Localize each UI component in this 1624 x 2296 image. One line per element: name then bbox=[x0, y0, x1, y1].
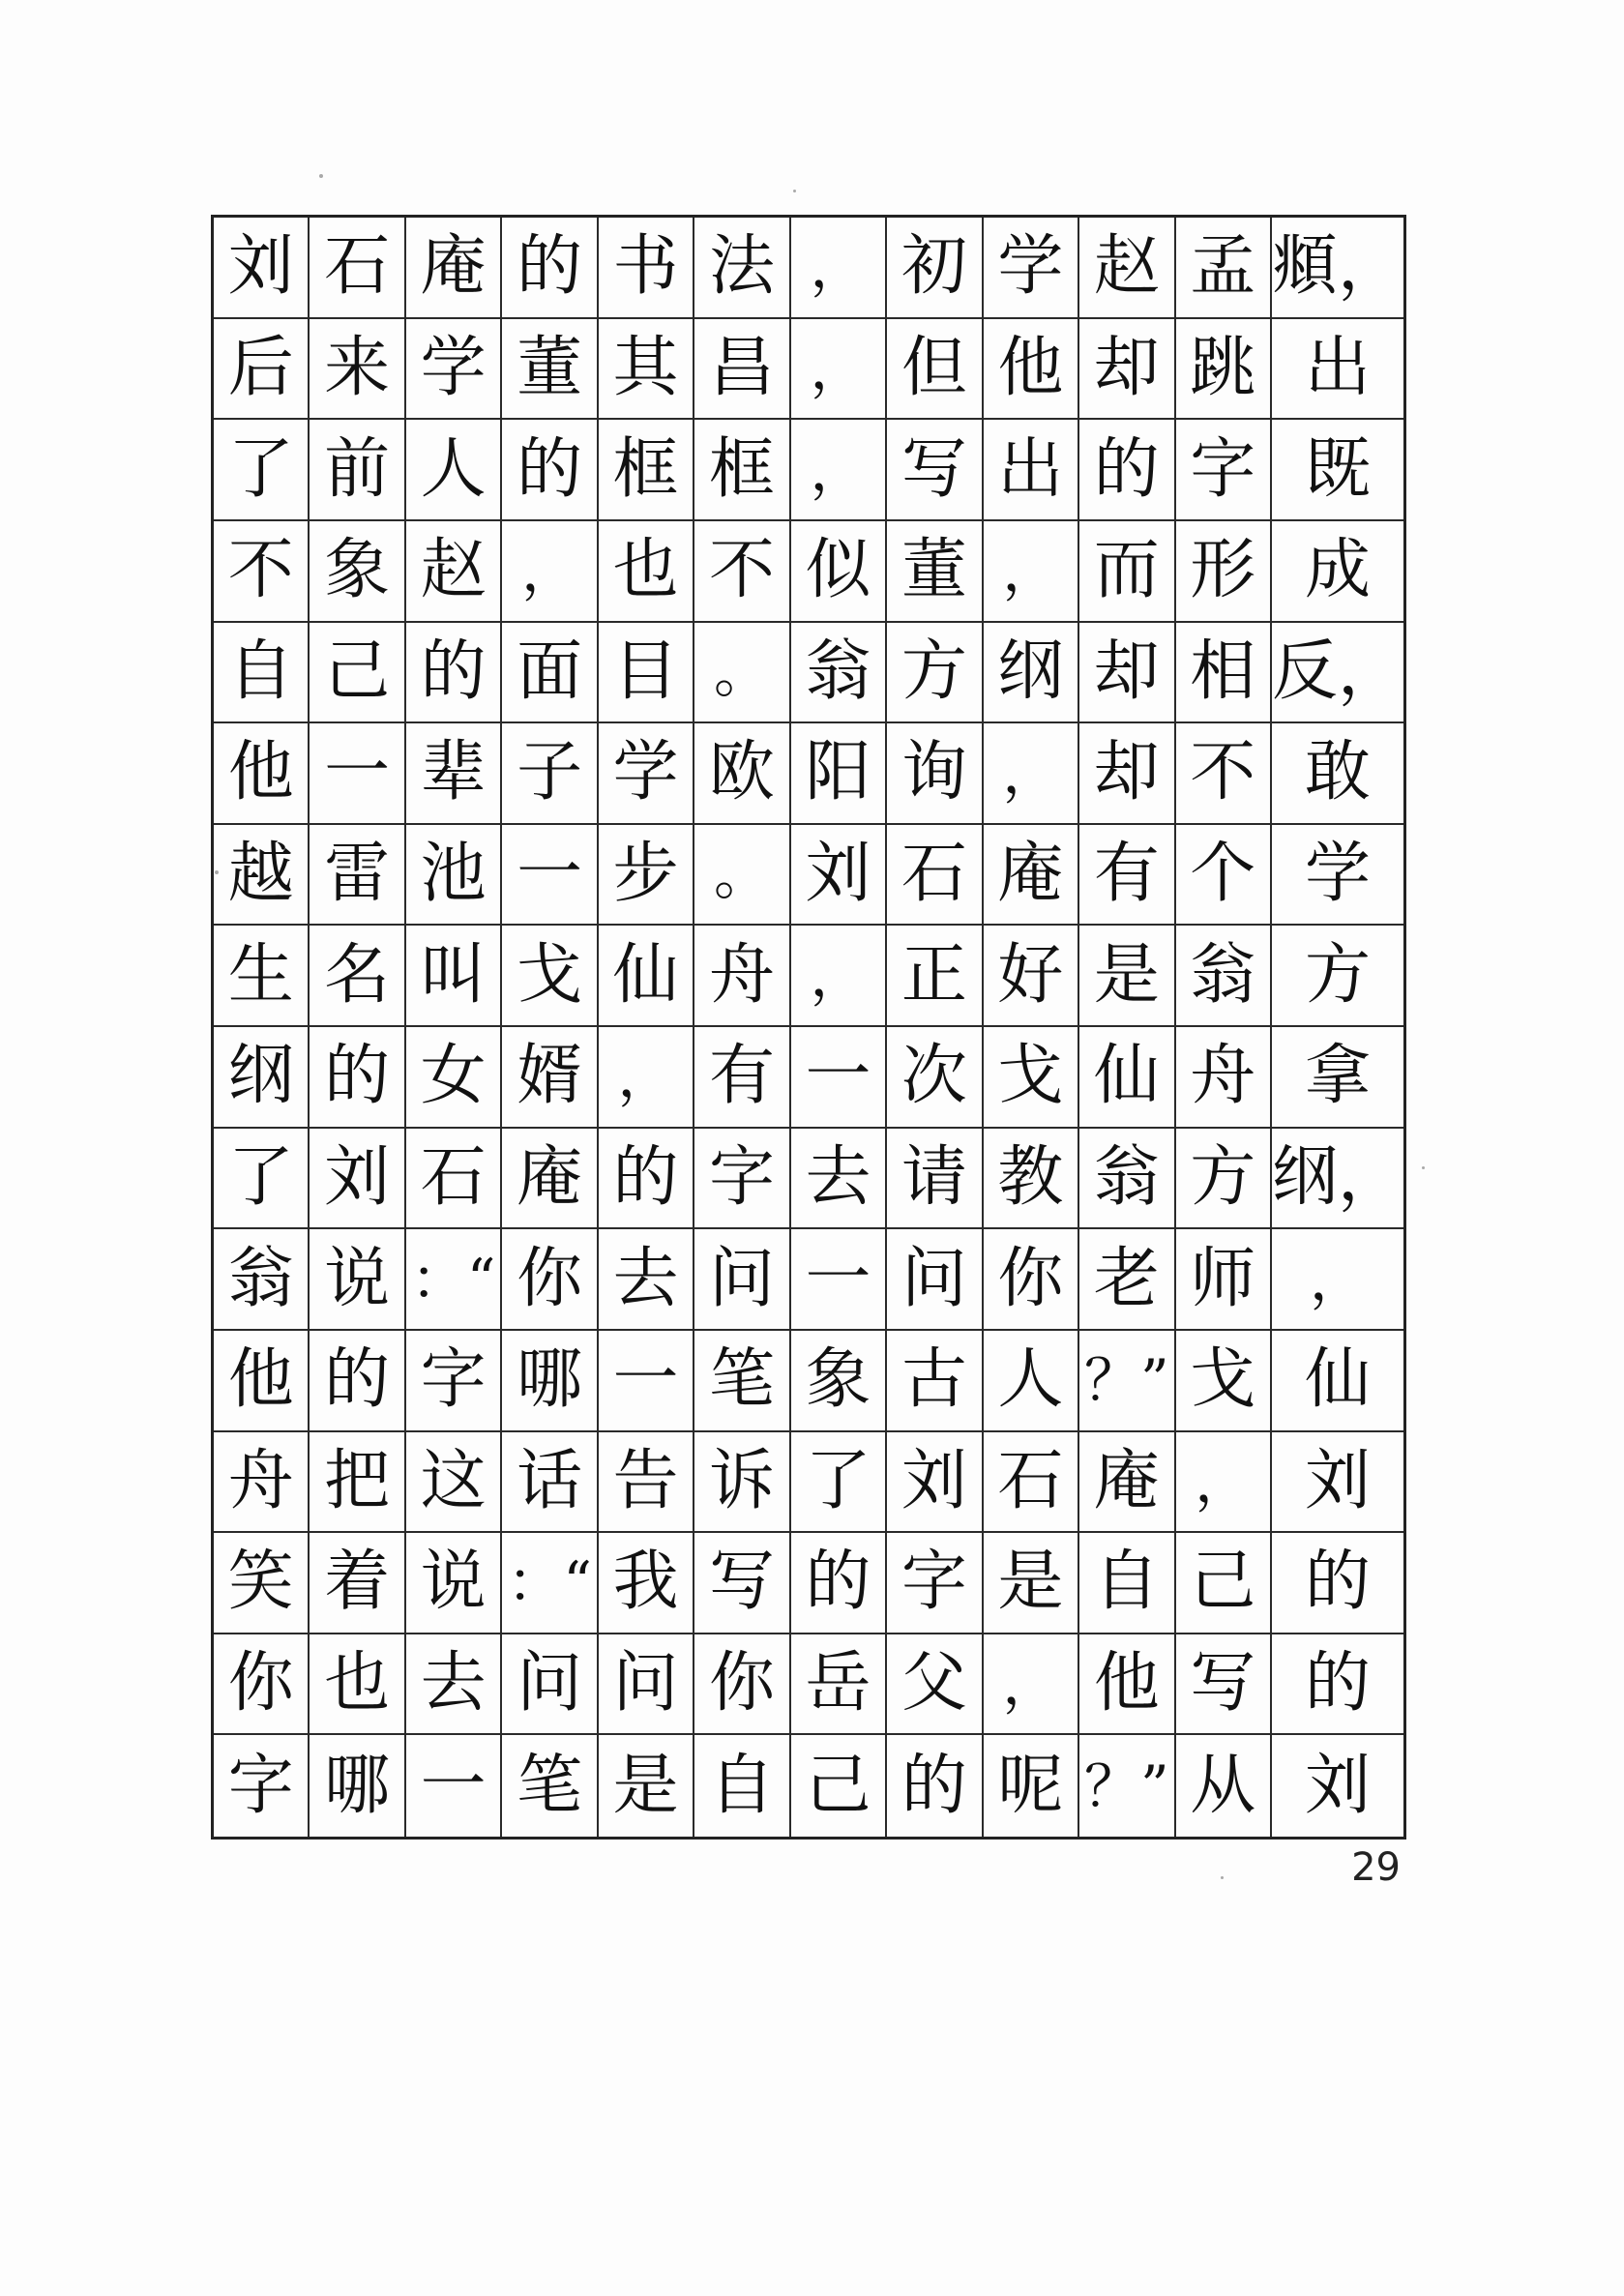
grid-cell: 正 bbox=[887, 926, 983, 1027]
grid-cell: 笔 bbox=[502, 1735, 598, 1837]
grid-cell: 纲， bbox=[1272, 1129, 1403, 1230]
grid-cell: ， bbox=[984, 723, 1079, 825]
grid-cell: 初 bbox=[887, 218, 983, 319]
grid-cell: 法 bbox=[694, 218, 790, 319]
grid-cell: 学 bbox=[599, 723, 694, 825]
grid-cell: 越 bbox=[214, 825, 310, 927]
grid-cell: 舟 bbox=[694, 926, 790, 1027]
grid-cell: 一 bbox=[310, 723, 405, 825]
grid-cell: ：“ bbox=[406, 1229, 502, 1331]
grid-cell: 的 bbox=[1272, 1533, 1403, 1634]
grid-cell: 好 bbox=[984, 926, 1079, 1027]
grid-cell: 写 bbox=[1176, 1634, 1272, 1736]
grid-cell: 这 bbox=[406, 1432, 502, 1534]
grid-cell: 石 bbox=[310, 218, 405, 319]
grid-cell: 自 bbox=[694, 1735, 790, 1837]
grid-cell: 请 bbox=[887, 1129, 983, 1230]
grid-cell: 一 bbox=[791, 1229, 887, 1331]
grid-cell: 翁 bbox=[791, 623, 887, 724]
grid-cell: 师 bbox=[1176, 1229, 1272, 1331]
grid-cell: 的 bbox=[887, 1735, 983, 1837]
grid-cell: 询 bbox=[887, 723, 983, 825]
grid-cell: 出 bbox=[984, 420, 1079, 521]
grid-cell: 己 bbox=[1176, 1533, 1272, 1634]
grid-cell: 书 bbox=[599, 218, 694, 319]
grid-cell: 问 bbox=[694, 1229, 790, 1331]
grid-cell: ， bbox=[791, 319, 887, 421]
grid-cell: 父 bbox=[887, 1634, 983, 1736]
grid-cell: 的 bbox=[791, 1533, 887, 1634]
grid-cell: 不 bbox=[1176, 723, 1272, 825]
grid-cell: 后 bbox=[214, 319, 310, 421]
grid-cell: 人 bbox=[984, 1331, 1079, 1432]
grid-cell: 却 bbox=[1079, 623, 1175, 724]
page-number: 29 bbox=[1351, 1845, 1401, 1890]
grid-cell: 似 bbox=[791, 521, 887, 623]
grid-cell: 你 bbox=[502, 1229, 598, 1331]
grid-cell: 形 bbox=[1176, 521, 1272, 623]
grid-cell: 是 bbox=[1079, 926, 1175, 1027]
grid-cell: 刘 bbox=[214, 218, 310, 319]
grid-cell: 而 bbox=[1079, 521, 1175, 623]
grid-cell: 既 bbox=[1272, 420, 1403, 521]
grid-cell: 己 bbox=[791, 1735, 887, 1837]
paper-speck bbox=[319, 174, 323, 178]
grid-cell: 笑 bbox=[214, 1533, 310, 1634]
grid-cell: 一 bbox=[599, 1331, 694, 1432]
paper-speck bbox=[1221, 1876, 1224, 1879]
grid-cell: 问 bbox=[887, 1229, 983, 1331]
grid-cell: 写 bbox=[887, 420, 983, 521]
grid-cell: 的 bbox=[502, 420, 598, 521]
grid-cell: 石 bbox=[984, 1432, 1079, 1534]
grid-cell: 刘 bbox=[791, 825, 887, 927]
grid-cell: 去 bbox=[599, 1229, 694, 1331]
grid-cell: ， bbox=[1176, 1432, 1272, 1534]
grid-cell: 来 bbox=[310, 319, 405, 421]
grid-cell: 问 bbox=[502, 1634, 598, 1736]
grid-cell: 生 bbox=[214, 926, 310, 1027]
grid-cell: 頫， bbox=[1272, 218, 1403, 319]
grid-cell: 的 bbox=[502, 218, 598, 319]
grid-cell: 刘 bbox=[1304, 1747, 1371, 1824]
grid-cell: ：“ bbox=[502, 1533, 598, 1634]
grid-cell: 舟 bbox=[214, 1432, 310, 1534]
grid-cell: 有 bbox=[694, 1027, 790, 1129]
grid-cell: 方 bbox=[1272, 926, 1403, 1027]
grid-cell: 雷 bbox=[310, 825, 405, 927]
grid-cell: 去 bbox=[406, 1634, 502, 1736]
grid-cell: 是 bbox=[599, 1735, 694, 1837]
grid-cell: 庵 bbox=[984, 825, 1079, 927]
grid-cell: 石 bbox=[406, 1129, 502, 1230]
grid-cell: 写 bbox=[694, 1533, 790, 1634]
grid-cell: 前 bbox=[310, 420, 405, 521]
grid-cell: 说 bbox=[406, 1533, 502, 1634]
grid-cell: 字 bbox=[214, 1735, 310, 1837]
grid-cell: 赵 bbox=[406, 521, 502, 623]
grid-cell: 女 bbox=[406, 1027, 502, 1129]
grid-cell: 辈 bbox=[406, 723, 502, 825]
grid-cell: 从 bbox=[1176, 1735, 1272, 1837]
grid-cell: 纲 bbox=[214, 1027, 310, 1129]
grid-cell: 哪 bbox=[502, 1331, 598, 1432]
grid-cell: 也 bbox=[599, 521, 694, 623]
grid-cell: 一 bbox=[502, 825, 598, 927]
grid-cell: 象 bbox=[791, 1331, 887, 1432]
grid-cell: 纲 bbox=[984, 623, 1079, 724]
grid-cell: 戈 bbox=[984, 1027, 1079, 1129]
grid-cell: 仙 bbox=[1272, 1331, 1403, 1432]
grid-cell: 的 bbox=[406, 623, 502, 724]
handwriting-grid bbox=[211, 215, 1406, 1840]
grid-cell: 赵 bbox=[1079, 218, 1175, 319]
grid-cell: 却 bbox=[1079, 723, 1175, 825]
grid-cell: 其 bbox=[599, 319, 694, 421]
grid-cell: 不 bbox=[214, 521, 310, 623]
grid-cell: 一 bbox=[406, 1735, 502, 1837]
grid-cell: 他 bbox=[1079, 1634, 1175, 1736]
paper-speck bbox=[1422, 1166, 1425, 1169]
grid-cell: 名 bbox=[310, 926, 405, 1027]
grid-cell: 翁 bbox=[214, 1229, 310, 1331]
grid-cell: 了 bbox=[214, 1129, 310, 1230]
grid-cell: 把 bbox=[310, 1432, 405, 1534]
grid-cell: 我 bbox=[599, 1533, 694, 1634]
grid-cell: 的 bbox=[599, 1129, 694, 1230]
grid-cell: 话 bbox=[502, 1432, 598, 1534]
grid-cell: 己 bbox=[310, 623, 405, 724]
grid-cell: 也 bbox=[310, 1634, 405, 1736]
grid-cell: 翁 bbox=[1176, 926, 1272, 1027]
grid-cell: 去 bbox=[791, 1129, 887, 1230]
grid-cell: 子 bbox=[502, 723, 598, 825]
grid-cell: 你 bbox=[694, 1634, 790, 1736]
grid-cell: ， bbox=[1272, 1229, 1403, 1331]
grid-cell: ， bbox=[599, 1027, 694, 1129]
grid-cell: 笔 bbox=[694, 1331, 790, 1432]
grid-cell: 董 bbox=[887, 521, 983, 623]
grid-cell: 说 bbox=[310, 1229, 405, 1331]
grid-cell: 学 bbox=[1272, 825, 1403, 927]
grid-cell: 仙 bbox=[599, 926, 694, 1027]
grid-cell: ？” bbox=[1079, 1735, 1175, 1837]
grid-cell: 面 bbox=[502, 623, 598, 724]
grid-cell: ， bbox=[791, 420, 887, 521]
grid-cell: 人 bbox=[406, 420, 502, 521]
grid-cell: 教 bbox=[984, 1129, 1079, 1230]
grid-cell: 庵 bbox=[1079, 1432, 1175, 1534]
grid-cell: 了 bbox=[214, 420, 310, 521]
paper-speck bbox=[215, 870, 219, 874]
grid-cell: 反， bbox=[1272, 623, 1403, 724]
grid-cell: 你 bbox=[214, 1634, 310, 1736]
grid-cell: 相 bbox=[1176, 623, 1272, 724]
grid-cell: 。 bbox=[694, 623, 790, 724]
grid-cell: 跳 bbox=[1176, 319, 1272, 421]
grid-cell: 的 bbox=[1272, 1634, 1403, 1736]
grid-cell: 敢 bbox=[1272, 723, 1403, 825]
grid-cell: 戈 bbox=[502, 926, 598, 1027]
grid-cell: 的 bbox=[310, 1027, 405, 1129]
grid-cell: 他 bbox=[984, 319, 1079, 421]
grid-cell: 呢 bbox=[984, 1735, 1079, 1837]
grid-cell: ？” bbox=[1079, 1331, 1175, 1432]
grid-cell: 欧 bbox=[694, 723, 790, 825]
grid-cell: 阳 bbox=[791, 723, 887, 825]
grid-cell: 董 bbox=[502, 319, 598, 421]
grid-cell: 告 bbox=[599, 1432, 694, 1534]
grid-cell: 步 bbox=[599, 825, 694, 927]
grid-cell: 拿 bbox=[1272, 1027, 1403, 1129]
grid-cell: 自 bbox=[214, 623, 310, 724]
grid-cell: 方 bbox=[1176, 1129, 1272, 1230]
grid-cell: ， bbox=[502, 521, 598, 623]
grid-cell: 舟 bbox=[1176, 1027, 1272, 1129]
grid-cell: 框 bbox=[599, 420, 694, 521]
grid-cell: 目 bbox=[599, 623, 694, 724]
grid-cell: 框 bbox=[694, 420, 790, 521]
grid-cell: 但 bbox=[887, 319, 983, 421]
grid-cell: 字 bbox=[887, 1533, 983, 1634]
grid-cell: 的 bbox=[1079, 420, 1175, 521]
grid-cell: 一 bbox=[791, 1027, 887, 1129]
grid-cell: 方 bbox=[887, 623, 983, 724]
grid-cell: 昌 bbox=[694, 319, 790, 421]
grid-cell: 成 bbox=[1272, 521, 1403, 623]
grid-cell: 戈 bbox=[1176, 1331, 1272, 1432]
grid-cell: 仙 bbox=[1079, 1027, 1175, 1129]
grid-cell: 石 bbox=[887, 825, 983, 927]
grid-cell: 字 bbox=[694, 1129, 790, 1230]
grid-cell: 古 bbox=[887, 1331, 983, 1432]
grid-cell: 叫 bbox=[406, 926, 502, 1027]
grid-cell: 不 bbox=[694, 521, 790, 623]
grid-cell: 的 bbox=[310, 1331, 405, 1432]
grid-cell: ， bbox=[791, 926, 887, 1027]
grid-cell: 哪 bbox=[310, 1735, 405, 1837]
grid-cell: ， bbox=[791, 218, 887, 319]
grid-cell: ， bbox=[984, 521, 1079, 623]
grid-cell: 他 bbox=[214, 723, 310, 825]
grid-cell: 刘 bbox=[310, 1129, 405, 1230]
grid-cell: 是 bbox=[984, 1533, 1079, 1634]
grid-cell: 个 bbox=[1176, 825, 1272, 927]
grid-cell: 刘 bbox=[887, 1432, 983, 1534]
grid-cell: 刘 bbox=[1272, 1432, 1403, 1534]
grid-cell: 着 bbox=[310, 1533, 405, 1634]
grid-cell: 字 bbox=[1176, 420, 1272, 521]
grid-cell: 孟 bbox=[1176, 218, 1272, 319]
grid-cell: 老 bbox=[1079, 1229, 1175, 1331]
grid-cell: 出 bbox=[1272, 319, 1403, 421]
grid-cell: 了 bbox=[791, 1432, 887, 1534]
grid-cell: 字 bbox=[406, 1331, 502, 1432]
paper-speck bbox=[793, 190, 796, 192]
grid-cell: 却 bbox=[1079, 319, 1175, 421]
grid-cell: 庵 bbox=[406, 218, 502, 319]
grid-cell: 岳 bbox=[791, 1634, 887, 1736]
grid-cell: 象 bbox=[310, 521, 405, 623]
grid-cell: 有 bbox=[1079, 825, 1175, 927]
grid-cell: ， bbox=[984, 1634, 1079, 1736]
grid-cell: 庵 bbox=[502, 1129, 598, 1230]
grid-cell: 学 bbox=[984, 218, 1079, 319]
grid-cell: 次 bbox=[887, 1027, 983, 1129]
grid-cell: 学 bbox=[406, 319, 502, 421]
grid-cell: 池 bbox=[406, 825, 502, 927]
grid-cell: 你 bbox=[984, 1229, 1079, 1331]
grid-cell: 诉 bbox=[694, 1432, 790, 1534]
grid-cell: 问 bbox=[599, 1634, 694, 1736]
grid-cell: 他 bbox=[214, 1331, 310, 1432]
grid-cell: 。 bbox=[694, 825, 790, 927]
grid-cell: 翁 bbox=[1079, 1129, 1175, 1230]
grid-cell: 婿 bbox=[502, 1027, 598, 1129]
grid-cell: 自 bbox=[1079, 1533, 1175, 1634]
